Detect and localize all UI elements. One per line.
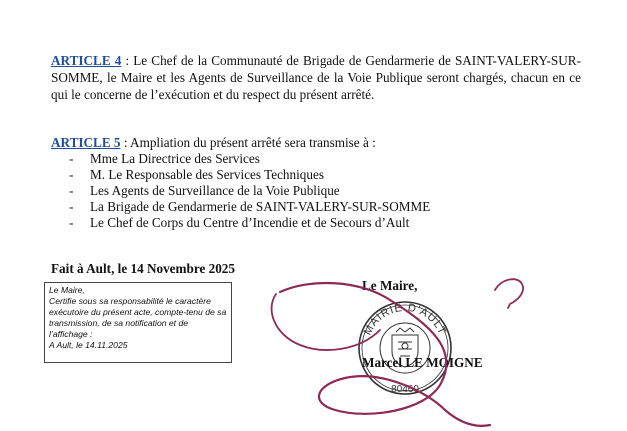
signing-place-date: Fait à Ault, le 14 Novembre 2025 (51, 261, 235, 276)
list-item: - La Brigade de Gendarmerie de SAINT-VALERY-SUR-SOMME (69, 199, 431, 214)
article-4-label: ARTICLE 4 (51, 53, 122, 68)
article-4-text: : Le Chef de la Communauté de Brigade de Gendarmerie de SAINT-VALERY-SUR-SOMME, le Maire et les Agents de Surveillance de la Voie Publique seront chargés, chacun en ce qui le concerne de l’exécution et du respect du présent arrêté. (51, 53, 581, 102)
list-item: - Le Chef de Corps du Centre d’Incendie et de Secours d’Ault (69, 215, 410, 230)
maire-name: Marcel LE MOIGNE (362, 355, 483, 370)
list-item: - M. Le Responsable des Services Techniques (69, 167, 324, 182)
article-5 (51, 135, 591, 231)
stamp-top-text: MAIRIE D'AULT (361, 301, 449, 338)
handwritten-signature (240, 260, 540, 431)
certification-text: Certifie sous sa responsabilité le caractère exécutoire du présent acte, compte-tenu de sa transmission, de sa notification et de l’affichage : (49, 296, 227, 339)
article-5-intro: : Ampliation du présent arrêté sera transmise à : (120, 135, 376, 150)
article-4 (51, 52, 581, 103)
certification-title: Le Maire, (49, 285, 85, 295)
recipient-list (51, 151, 591, 231)
certification-date: A Ault, le 14.11.2025 (49, 340, 128, 350)
list-item: - Mme La Directrice des Services (69, 151, 260, 166)
maire-title: Le Maire, (362, 278, 418, 293)
stamp-bottom-text: 80460 (391, 384, 419, 395)
certification-box (44, 282, 232, 363)
list-item: - Les Agents de Surveillance de la Voie Publique (69, 183, 340, 198)
article-5-label: ARTICLE 5 (51, 135, 121, 150)
